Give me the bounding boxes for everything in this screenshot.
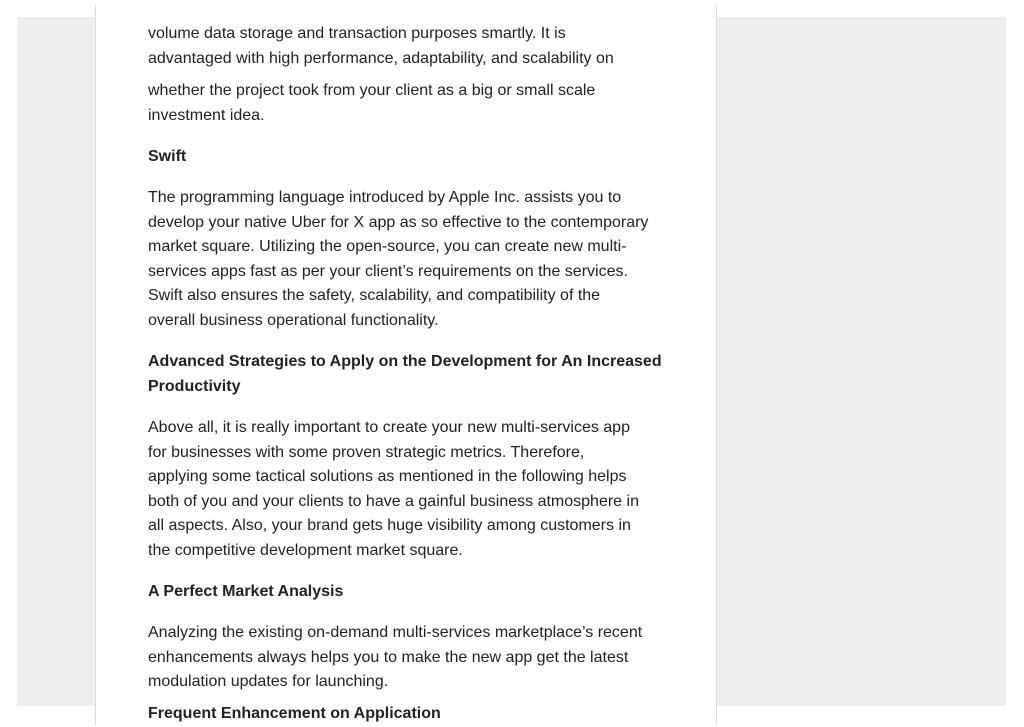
strategies-paragraph xyxy=(148,416,668,564)
intro-paragraph xyxy=(148,22,668,71)
heading-text: Swift xyxy=(148,148,187,165)
text-line: whether the project took from your client as a big or small scale xyxy=(148,82,596,99)
section-heading-strategies xyxy=(148,350,668,399)
text-line: services apps fast as per your client’s requirements on the services. xyxy=(148,262,628,280)
heading-text: Frequent Enhancement on Application xyxy=(148,705,441,722)
intro-paragraph-continued xyxy=(148,79,668,128)
text-line: for businesses with some proven strategic metrics. Therefore, xyxy=(148,443,585,461)
text-line: enhancements always helps you to make the new app get the latest xyxy=(148,648,629,666)
text-line: develop your native Uber for X app as so effective to the contemporary xyxy=(148,213,649,231)
text-line: the competitive development market square. xyxy=(148,541,463,559)
market-analysis-paragraph xyxy=(148,621,668,695)
text-line: all aspects. Also, your brand gets huge visibility among customers in xyxy=(148,517,631,535)
text-line: overall business operational functionality. xyxy=(148,311,439,329)
heading-text: Productivity xyxy=(148,377,241,395)
section-heading-swift xyxy=(148,145,668,170)
text-line: investment idea. xyxy=(148,106,265,124)
page-canvas xyxy=(17,17,1006,722)
swift-paragraph xyxy=(148,186,668,334)
text-line: Above all, it is really important to create your new multi-services app xyxy=(148,419,630,436)
heading-text: A Perfect Market Analysis xyxy=(148,583,344,600)
text-line: Analyzing the existing on-demand multi-services marketplace’s recent xyxy=(148,624,643,641)
text-line: both of you and your clients to have a gainful business atmosphere in xyxy=(148,492,639,510)
text-line: Swift also ensures the safety, scalability, and compatibility of the xyxy=(148,287,601,305)
text-line: modulation updates for launching. xyxy=(148,673,389,691)
text-line: market square. Utilizing the open-source, you can create new multi- xyxy=(148,238,627,256)
text-line: The programming language introduced by Apple Inc. assists you to xyxy=(148,189,622,206)
section-heading-market-analysis xyxy=(148,580,668,605)
text-line: volume data storage and transaction purposes smartly. It is xyxy=(148,25,566,42)
heading-text: Advanced Strategies to Apply on the Development for An Increased xyxy=(148,353,662,370)
text-line: advantaged with high performance, adaptability, and scalability on xyxy=(148,49,614,67)
text-line: applying some tactical solutions as mentioned in the following helps xyxy=(148,468,627,486)
section-heading-enhancement xyxy=(148,702,668,727)
article-column xyxy=(95,5,717,725)
